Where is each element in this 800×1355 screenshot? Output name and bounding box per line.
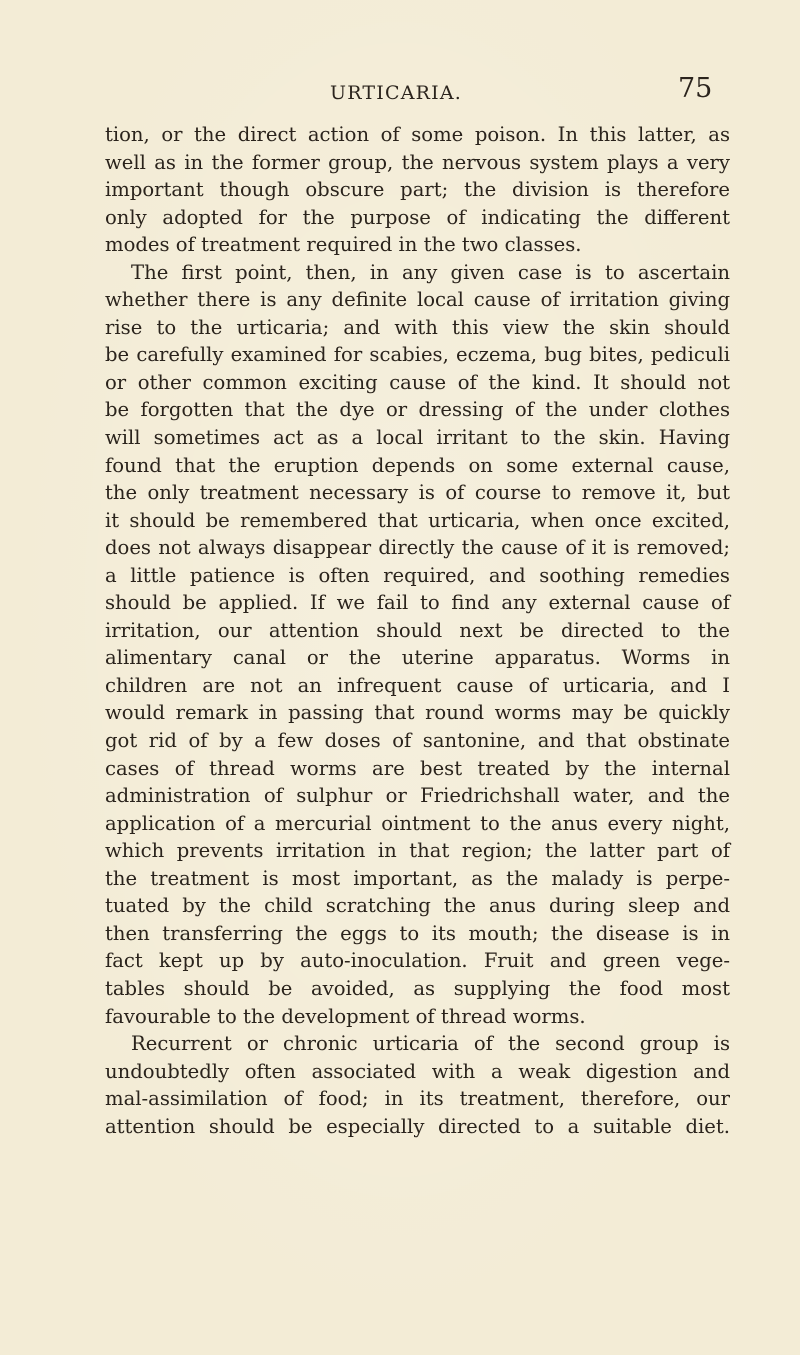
text-line: modes of treatment required in the two classes.	[105, 233, 582, 257]
text-line: would remark in passing that round worms may be quickly	[105, 701, 730, 725]
text-line: children are not an infrequent cause of urticaria, and I	[105, 673, 730, 697]
paragraph-start-line: Recurrent or chronic urticaria of the second group is	[131, 1032, 730, 1056]
text-line: does not always disappear directly the cause of it is removed;	[105, 536, 730, 560]
text-line: cases of thread worms are best treated by the internal	[105, 756, 730, 780]
text-line: a little patience is often required, and soothing remedies	[105, 563, 730, 587]
text-line: attention should be especially directed to a suitable diet.	[105, 1114, 730, 1138]
text-line: tuated by the child scratching the anus during sleep and	[105, 894, 730, 918]
text-line: or other common exciting cause of the kind. It should not	[105, 370, 730, 394]
text-line: will sometimes act as a local irritant to the skin. Having	[105, 426, 730, 450]
paragraph-start-line: The first point, then, in any given case is to ascertain	[131, 260, 730, 284]
running-title: URTICARIA.	[330, 82, 462, 104]
text-line: undoubtedly often associated with a weak digestion and	[105, 1059, 730, 1083]
text-line: rise to the urticaria; and with this view the skin should	[105, 315, 730, 339]
text-line: whether there is any definite local cause of irritation giving	[105, 288, 730, 312]
body-text	[105, 121, 730, 1140]
text-line: administration of sulphur or Friedrichshall water, and the	[105, 784, 730, 808]
text-line: favourable to the development of thread worms.	[105, 1004, 586, 1028]
text-line: which prevents irritation in that region; the latter part of	[105, 839, 730, 863]
text-line: application of a mercurial ointment to the anus every night,	[105, 811, 730, 835]
text-line: mal-assimilation of food; in its treatment, therefore, our	[105, 1087, 730, 1111]
text-line: it should be remembered that urticaria, when once excited,	[105, 508, 730, 532]
text-line: irritation, our attention should next be directed to the	[105, 618, 730, 642]
text-line: found that the eruption depends on some external cause,	[105, 453, 730, 477]
text-line: should be applied. If we fail to find any external cause of	[105, 591, 730, 615]
text-line: alimentary canal or the uterine apparatus. Worms in	[105, 646, 730, 670]
text-line: tion, or the direct action of some poison. In this latter, as	[105, 123, 730, 146]
text-line: the treatment is most important, as the malady is perpe-	[105, 866, 730, 890]
text-line: important though obscure part; the division is therefore	[105, 178, 730, 202]
text-line: well as in the former group, the nervous system plays a very	[105, 150, 730, 174]
page-number: 75	[678, 73, 713, 104]
text-line: got rid of by a few doses of santonine, and that obstinate	[105, 729, 730, 753]
text-line: be forgotten that the dye or dressing of the under clothes	[105, 398, 730, 422]
text-line: only adopted for the purpose of indicating the different	[105, 205, 730, 229]
text-line: the only treatment necessary is of course to remove it, but	[105, 481, 730, 505]
text-line: be carefully examined for scabies, eczema, bug bites, pediculi	[105, 343, 730, 367]
text-line: fact kept up by auto-inoculation. Fruit and green vege-	[105, 949, 730, 973]
text-line: then transferring the eggs to its mouth; the disease is in	[105, 921, 730, 945]
text-line: tables should be avoided, as supplying the food most	[105, 976, 730, 1000]
